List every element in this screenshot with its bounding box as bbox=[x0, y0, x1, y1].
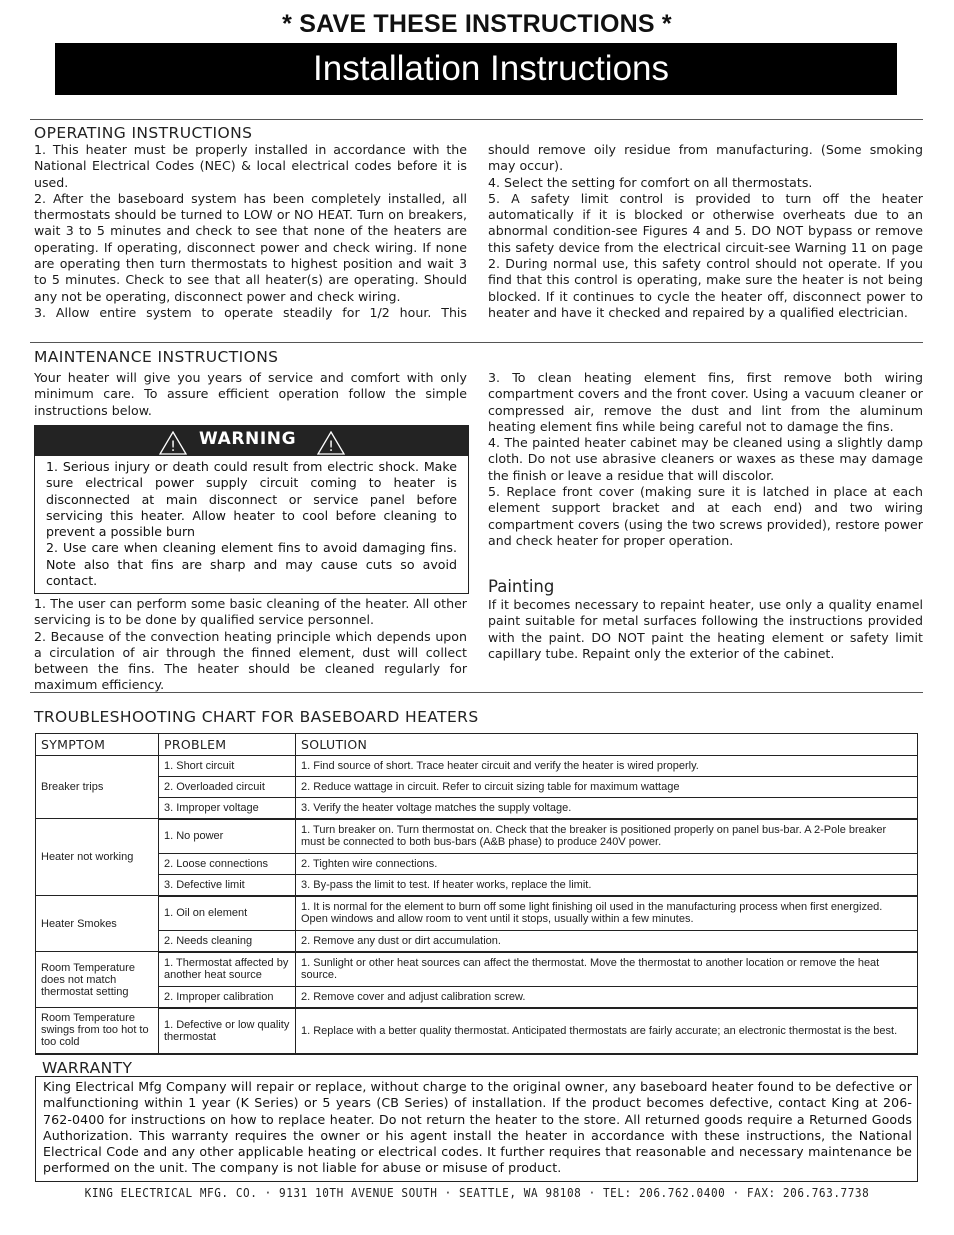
troubleshooting-title: TROUBLESHOOTING CHART FOR BASEBOARD HEATERS bbox=[34, 708, 479, 726]
solution-cell: 1. Find source of short. Trace heater circuit and verify the heater is wired properly. bbox=[296, 756, 918, 777]
problem-cell: 2. Loose connections bbox=[159, 854, 296, 875]
table-row bbox=[36, 777, 918, 798]
painting-text: If it becomes necessary to repaint heater, use only a quality enamel paint suitable for metal surfaces following the instructions provided with the paint. DO NOT paint the heating element or safety limit capillary tube. Repaint only the exterior of the cabinet. bbox=[488, 597, 923, 661]
solution-cell: 1. It is normal for the element to burn off some light finishing oil used in the manufacturing process when first energized. Open windows and allow room to vent until it stops, usually within a few minutes. bbox=[296, 896, 918, 931]
table-row bbox=[36, 798, 918, 819]
maintenance-item-3: 3. To clean heating element fins, first remove both wiring compartment covers and the front cover. Using a vacuum cleaner or compressed air, remove the dust and lint from the aluminum heating element fins while being careful not to damage the fins. bbox=[488, 370, 923, 434]
problem-cell: 1. Defective or low quality thermostat bbox=[159, 1008, 296, 1054]
solution-cell: 3. Verify the heater voltage matches the supply voltage. bbox=[296, 798, 918, 819]
svg-text:!: ! bbox=[328, 439, 334, 455]
svg-text:!: ! bbox=[170, 439, 176, 455]
table-row bbox=[36, 987, 918, 1008]
operating-title: OPERATING INSTRUCTIONS bbox=[34, 124, 253, 142]
problem-cell: 3. Improper voltage bbox=[159, 798, 296, 819]
warning-body bbox=[46, 459, 457, 589]
operating-item-2: 2. After the baseboard system has been completely installed, all thermostats should be turned to LOW or NO HEAT. Turn on breakers, wait 3 to 5 minutes and check to see that none of the heaters are operating. If operating, disconnect power and check wiring. If none are operating then turn thermostats to highest position and wait 3 to 5 minutes. Check to see that all heater(s) are operating. Should any not be operating, disconnect power and check wiring. bbox=[34, 190, 467, 304]
table-row bbox=[36, 896, 918, 931]
warning-header bbox=[35, 426, 468, 456]
problem-cell: 3. Defective limit bbox=[159, 875, 296, 896]
problem-cell: 1. Thermostat affected by another heat source bbox=[159, 952, 296, 987]
table-row bbox=[36, 952, 918, 987]
header-symptom: SYMPTOM bbox=[36, 734, 159, 756]
maintenance-item-2: 2. Because of the convection heating principle which depends upon a circulation of air through the finned element, dust will collect between the fins. The heater should be cleaned regularly for maximum efficiency. bbox=[34, 628, 467, 693]
table-row bbox=[36, 756, 918, 777]
divider bbox=[30, 692, 923, 693]
warranty-text: King Electrical Mfg Company will repair or replace, without charge to the original owner, any baseboard heater found to be defective or malfunctioning within 1 year (K Series) or 5 years (CB Series) of installation. If the product becomes defective, contact King at 206-762-0400 for instructions on how to replace heater. Do not return the heater to the store. All returned goods require a Returned Goods Authorization. This warranty requires the owner or his agent install the heater in accordance with these instructions, the National Electrical Code and any other applicable heating or electrical codes. It further requires that reasonable and necessary maintenance be performed on the unit. The company is not liable for abuse or misuse of product. bbox=[43, 1079, 912, 1176]
solution-cell: 3. By-pass the limit to test. If heater works, replace the limit. bbox=[296, 875, 918, 896]
symptom-cell: Breaker trips bbox=[36, 756, 159, 819]
troubleshooting-body bbox=[36, 756, 918, 1054]
maintenance-item-5: 5. Replace front cover (making sure it is latched in place at each element support bracket and at each end) and two wiring compartment covers (using the two screws provided), restore power and check heater for proper operation. bbox=[488, 484, 923, 548]
problem-cell: 2. Needs cleaning bbox=[159, 931, 296, 952]
maintenance-left-after bbox=[34, 596, 467, 694]
warranty-box bbox=[35, 1076, 918, 1182]
table-row bbox=[36, 854, 918, 875]
maintenance-right-column bbox=[488, 370, 923, 549]
solution-cell: 2. Reduce wattage in circuit. Refer to circuit sizing table for maximum wattage bbox=[296, 777, 918, 798]
table-row bbox=[36, 819, 918, 854]
maintenance-item-1: 1. The user can perform some basic cleaning of the heater. All other servicing is to be done by qualified service personnel. bbox=[34, 596, 467, 628]
warning-item-1: 1. Serious injury or death could result from electric shock. Make sure electrical power supply circuit coming to heater is disconnected at main disconnect or service panel before servicing this heater. Allow heater to cool before cleaning to prevent a possible burn bbox=[46, 459, 457, 540]
table-row bbox=[36, 875, 918, 896]
save-instructions-notice: * SAVE THESE INSTRUCTIONS * bbox=[282, 10, 672, 38]
operating-item-3-cont: should remove oily residue from manufacturing. (Some smoking may occur). bbox=[488, 142, 923, 174]
maintenance-item-4: 4. The painted heater cabinet may be cleaned using a slightly damp cloth. Do not use abrasive cleaners or waxes as these may damage the finish or leave a residue that will discolor. bbox=[488, 435, 923, 483]
warranty-title: WARRANTY bbox=[42, 1059, 133, 1077]
problem-cell: 1. No power bbox=[159, 819, 296, 854]
operating-item-1: 1. This heater must be properly installed in accordance with the National Electrical Codes (NEC) & local electrical codes before it is used. bbox=[34, 142, 467, 190]
symptom-cell: Room Temperature swings from too hot to too cold bbox=[36, 1008, 159, 1054]
symptom-cell: Room Temperature does not match thermostat setting bbox=[36, 952, 159, 1008]
warning-item-2: 2. Use care when cleaning element fins to avoid damaging fins. Note also that fins are sharp and may cause cuts so avoid contact. bbox=[46, 540, 457, 589]
operating-item-5: 5. A safety limit control is provided to turn off the heater automatically if it is blocked or otherwise overheats due to an abnormal condition-see Figures 4 and 5. DO NOT bypass or remove this safety device from the electrical circuit-see Warning 11 on page 2. During normal use, this safety control should not operate. If you find that this control is operating, make sure the heater is not being blocked. If it continues to cycle the heater off, disconnect power to heater and have it checked and repaired by a qualified electrician. bbox=[488, 190, 923, 320]
table-row bbox=[36, 931, 918, 952]
table-header-row bbox=[36, 734, 918, 756]
symptom-cell: Heater not working bbox=[36, 819, 159, 896]
problem-cell: 2. Overloaded circuit bbox=[159, 777, 296, 798]
maintenance-title: MAINTENANCE INSTRUCTIONS bbox=[34, 348, 279, 366]
maintenance-intro: Your heater will give you years of service and comfort with only minimum care. To assure efficient operation follow the simple instructions below. bbox=[34, 370, 467, 418]
problem-cell: 1. Short circuit bbox=[159, 756, 296, 777]
divider bbox=[30, 342, 923, 343]
solution-cell: 2. Remove any dust or dirt accumulation. bbox=[296, 931, 918, 952]
symptom-cell: Heater Smokes bbox=[36, 896, 159, 952]
painting-title: Painting bbox=[488, 577, 555, 596]
header-problem: PROBLEM bbox=[159, 734, 296, 756]
table-row bbox=[36, 1008, 918, 1054]
solution-cell: 2. Tighten wire connections. bbox=[296, 854, 918, 875]
header-solution: SOLUTION bbox=[296, 734, 918, 756]
solution-cell: 1. Replace with a better quality thermostat. Anticipated thermostats are fairly accurate; an electronic thermostat is the best. bbox=[296, 1008, 918, 1054]
warning-label: WARNING bbox=[199, 429, 297, 449]
operating-left-column bbox=[34, 142, 467, 321]
troubleshooting-table bbox=[35, 733, 918, 1055]
operating-item-3: 3. Allow entire system to operate steadily for 1/2 hour. This bbox=[34, 304, 467, 320]
problem-cell: 2. Improper calibration bbox=[159, 987, 296, 1008]
warning-box bbox=[34, 425, 469, 594]
divider bbox=[30, 119, 923, 120]
title-banner bbox=[55, 43, 897, 95]
operating-item-4: 4. Select the setting for comfort on all thermostats. bbox=[488, 174, 813, 190]
solution-cell: 2. Remove cover and adjust calibration screw. bbox=[296, 987, 918, 1008]
solution-cell: 1. Turn breaker on. Turn thermostat on. Check that the breaker is positioned properly on panel bus-bar. A 2-Pole breaker must be connected to both bus-bars (A&B phase) to produce 240V power. bbox=[296, 819, 918, 854]
solution-cell: 1. Sunlight or other heat sources can affect the thermostat. Move the thermostat to another location or remove the heat source. bbox=[296, 952, 918, 987]
problem-cell: 1. Oil on element bbox=[159, 896, 296, 931]
company-footer: KING ELECTRICAL MFG. CO. · 9131 10TH AVENUE SOUTH · SEATTLE, WA 98108 · TEL: 206.762.0400 · FAX: 206.763.7738 bbox=[84, 1186, 870, 1200]
operating-right-column bbox=[488, 142, 923, 321]
page-title: Installation Instructions bbox=[313, 49, 670, 88]
